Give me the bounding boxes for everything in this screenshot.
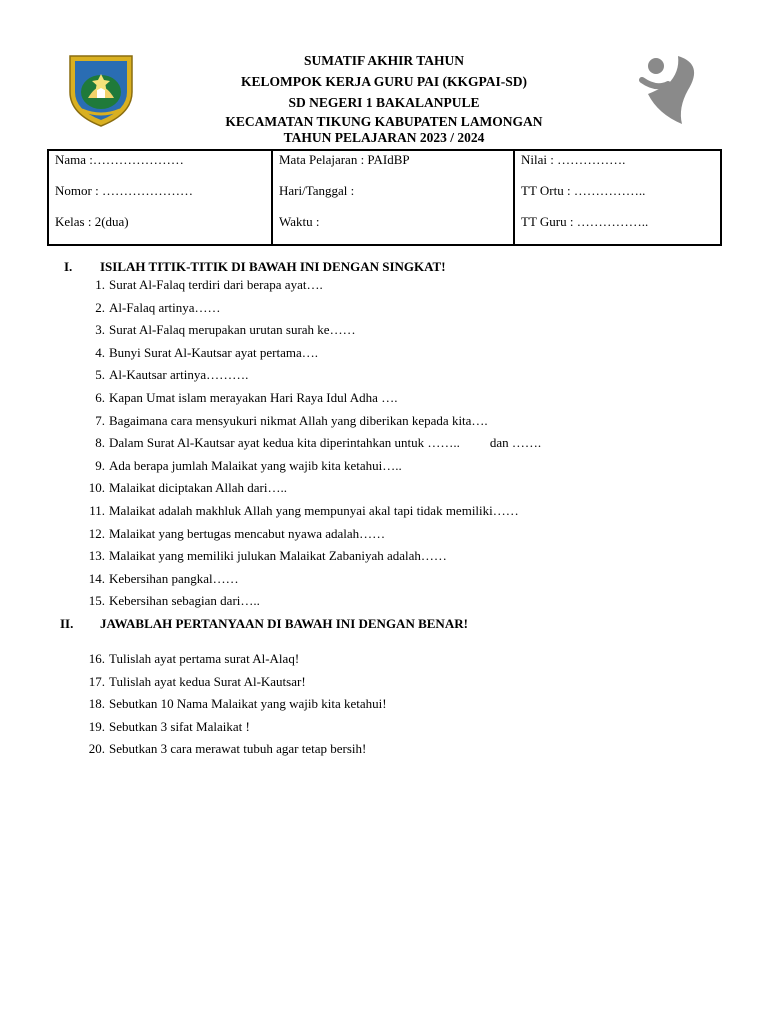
question-number: 13. <box>88 548 105 564</box>
question-item <box>88 740 387 763</box>
question-number: 6. <box>95 389 105 405</box>
question-number: 10. <box>88 480 105 496</box>
nama-field[interactable]: Nama :………………… <box>55 152 184 167</box>
question-item <box>88 479 541 502</box>
question-number: 11. <box>89 502 105 518</box>
question-number: 4. <box>95 344 105 360</box>
nomor-field[interactable]: Nomor : ………………… <box>55 183 193 198</box>
question-item <box>95 276 541 299</box>
question-text: Al-Kautsar artinya………. <box>109 367 249 383</box>
kelas-field: Kelas : 2(dua) <box>55 214 129 229</box>
question-number: 7. <box>95 412 105 428</box>
header-district: KECAMATAN TIKUNG KABUPATEN LAMONGAN <box>225 114 543 129</box>
question-number: 17. <box>88 673 105 689</box>
question-number: 12. <box>88 525 105 541</box>
question-text-continuation: dan ……. <box>489 435 542 451</box>
header-title: SUMATIF AKHIR TAHUN <box>303 53 465 68</box>
question-item <box>89 502 541 525</box>
hari-field[interactable]: Hari/Tanggal : <box>279 183 355 198</box>
info-column-subject <box>272 150 514 245</box>
question-text: Sebutkan 10 Nama Malaikat yang wajib kita ketahui! <box>109 696 387 712</box>
question-number: 2. <box>95 299 105 315</box>
header-school: SD NEGERI 1 BAKALANPULE <box>288 95 480 110</box>
regency-crest-icon <box>64 52 138 128</box>
question-text: Sebutkan 3 cara merawat tubuh agar tetap bersih! <box>109 741 367 757</box>
section-2-question-list <box>88 650 387 763</box>
question-text: Bagaimana cara mensyukuri nikmat Allah yang diberikan kepada kita…. <box>109 412 488 428</box>
question-number: 5. <box>95 367 105 383</box>
question-number: 20. <box>88 741 105 757</box>
question-item <box>88 525 541 548</box>
question-text: Kebersihan pangkal…… <box>109 570 239 586</box>
section-1-number: I. <box>64 259 73 274</box>
info-column-student <box>48 150 272 245</box>
question-number: 9. <box>95 457 105 473</box>
header-year: TAHUN PELAJARAN 2023 / 2024 <box>283 130 485 145</box>
question-item <box>88 718 387 741</box>
question-number: 1. <box>95 277 105 292</box>
question-item <box>95 299 541 322</box>
question-item <box>88 570 541 593</box>
question-text: Surat Al-Falaq terdiri dari berapa ayat…. <box>109 277 323 292</box>
question-text: Kebersihan sebagian dari….. <box>109 593 260 609</box>
question-number: 19. <box>88 718 105 734</box>
question-number: 15. <box>88 593 105 609</box>
waktu-field[interactable]: Waktu : <box>279 214 320 229</box>
question-text: Dalam Surat Al-Kautsar ayat kedua kita diperintahkan untuk …….. <box>109 435 460 451</box>
question-item <box>95 412 541 435</box>
question-number: 3. <box>95 322 105 338</box>
question-item <box>88 695 387 718</box>
school-figure-icon <box>638 50 704 126</box>
question-text: Al-Falaq artinya…… <box>109 299 221 315</box>
header-group: KELOMPOK KERJA GURU PAI (KKGPAI-SD) <box>241 74 527 89</box>
section-2-title: JAWABLAH PERTANYAAN DI BAWAH INI DENGAN BENAR! <box>100 616 468 631</box>
question-item <box>95 344 541 367</box>
question-text: Tulislah ayat pertama surat Al-Alaq! <box>109 651 300 666</box>
question-number: 14. <box>88 570 105 586</box>
question-number: 8. <box>95 435 105 451</box>
question-text: Surat Al-Falaq merupakan urutan surah ke…… <box>109 322 356 338</box>
question-text: Malaikat yang bertugas mencabut nyawa adalah…… <box>109 525 386 541</box>
question-text: Bunyi Surat Al-Kautsar ayat pertama…. <box>109 344 319 360</box>
tt-guru-field[interactable]: TT Guru : …………….. <box>521 214 649 229</box>
question-text: Malaikat adalah makhluk Allah yang mempunyai akal tapi tidak memiliki…… <box>109 502 519 518</box>
nilai-field[interactable]: Nilai : ……………. <box>521 152 626 167</box>
question-item <box>88 673 387 696</box>
document-header <box>140 52 628 147</box>
info-column-grading <box>514 150 721 245</box>
question-item <box>95 366 541 389</box>
section-2-number: II. <box>60 616 74 631</box>
question-text: Tulislah ayat kedua Surat Al-Kautsar! <box>109 673 306 689</box>
section-1-question-list <box>88 276 542 615</box>
question-item <box>95 321 541 344</box>
question-item <box>88 650 387 673</box>
question-number: 18. <box>88 696 105 712</box>
mapel-field: Mata Pelajaran : PAIdBP <box>279 152 410 167</box>
question-item <box>95 389 541 412</box>
student-info-table <box>47 149 722 246</box>
question-item <box>88 547 541 570</box>
question-text: Malaikat yang memiliki julukan Malaikat Zabaniyah adalah…… <box>109 548 447 564</box>
question-text: Ada berapa jumlah Malaikat yang wajib kita ketahui….. <box>109 457 402 473</box>
question-item <box>95 457 541 480</box>
question-text: Malaikat diciptakan Allah dari….. <box>109 480 287 496</box>
question-item <box>95 434 542 457</box>
question-item <box>88 592 541 615</box>
section-1-title: ISILAH TITIK-TITIK DI BAWAH INI DENGAN SINGKAT! <box>100 259 446 274</box>
question-text: Kapan Umat islam merayakan Hari Raya Idul Adha …. <box>109 389 398 405</box>
question-text: Sebutkan 3 sifat Malaikat ! <box>109 718 250 734</box>
question-number: 16. <box>88 651 105 666</box>
tt-ortu-field[interactable]: TT Ortu : …………….. <box>521 183 646 198</box>
